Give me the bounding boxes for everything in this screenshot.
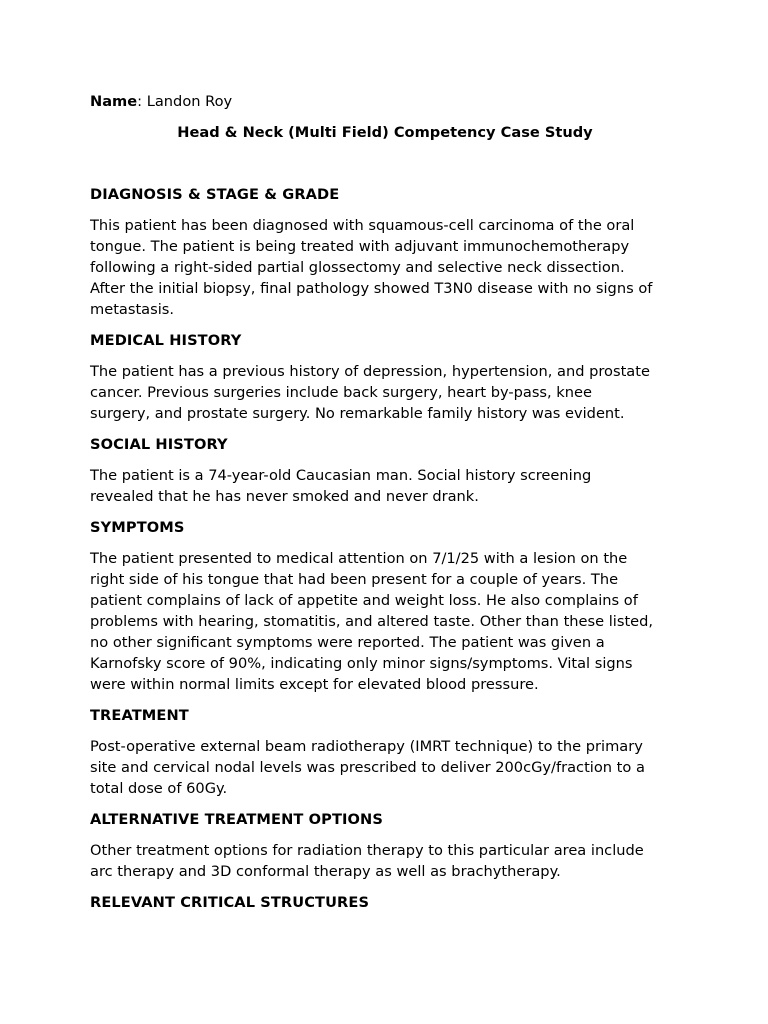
paragraph-line: were within normal limits except for elevated blood pressure. (90, 676, 539, 693)
author-name-line (90, 91, 680, 112)
paragraph-line: revealed that he has never smoked and never drank. (90, 488, 479, 505)
section-heading: DIAGNOSIS & STAGE & GRADE (90, 186, 340, 203)
paragraph-line: The patient has a previous history of depression, hypertension, and prostate (90, 363, 650, 380)
section-heading: SYMPTOMS (90, 519, 185, 536)
section-heading: SOCIAL HISTORY (90, 436, 228, 453)
paragraph-line: no other significant symptoms were reported. The patient was given a (90, 634, 605, 651)
name-label: Name (90, 93, 138, 110)
paragraph-line: arc therapy and 3D conformal therapy as well as brachytherapy. (90, 863, 561, 880)
name-separator: : (137, 93, 147, 110)
section-paragraph (90, 548, 680, 695)
paragraph-line: Other treatment options for radiation therapy to this particular area include (90, 842, 644, 859)
paragraph-line: metastasis. (90, 301, 175, 318)
paragraph-line: site and cervical nodal levels was prescribed to deliver 200cGy/fraction to a (90, 759, 645, 776)
paragraph-line: Post-operative external beam radiotherapy (IMRT technique) to the primary (90, 738, 643, 755)
section-paragraph (90, 840, 680, 882)
paragraph-line: tongue. The patient is being treated with adjuvant immunochemotherapy (90, 238, 630, 255)
section-paragraph (90, 361, 680, 424)
paragraph-line: problems with hearing, stomatitis, and altered taste. Other than these listed, (90, 613, 654, 630)
paragraph-line: cancer. Previous surgeries include back surgery, heart by-pass, knee (90, 384, 592, 401)
section-heading: MEDICAL HISTORY (90, 332, 242, 349)
document-page (90, 91, 680, 923)
section-heading: TREATMENT (90, 707, 189, 724)
paragraph-line: The patient is a 74-year-old Caucasian man. Social history screening (90, 467, 592, 484)
section-paragraph (90, 215, 680, 320)
document-sections (90, 184, 680, 913)
section-heading: RELEVANT CRITICAL STRUCTURES (90, 894, 370, 911)
paragraph-line: right side of his tongue that had been present for a couple of years. The (90, 571, 619, 588)
paragraph-line: After the initial biopsy, final pathology showed T3N0 disease with no signs of (90, 280, 653, 297)
paragraph-line: Karnofsky score of 90%, indicating only minor signs/symptoms. Vital signs (90, 655, 633, 672)
section-heading: ALTERNATIVE TREATMENT OPTIONS (90, 811, 383, 828)
paragraph-line: surgery, and prostate surgery. No remarkable family history was evident. (90, 405, 625, 422)
paragraph-line: This patient has been diagnosed with squamous-cell carcinoma of the oral (90, 217, 635, 234)
document-title: Head & Neck (Multi Field) Competency Case Study (177, 124, 593, 141)
section-paragraph (90, 736, 680, 799)
paragraph-line: The patient presented to medical attention on 7/1/25 with a lesion on the (90, 550, 628, 567)
paragraph-line: patient complains of lack of appetite and weight loss. He also complains of (90, 592, 638, 609)
name-value: Landon Roy (146, 93, 233, 110)
paragraph-line: following a right-sided partial glossectomy and selective neck dissection. (90, 259, 625, 276)
section-paragraph (90, 465, 680, 507)
paragraph-line: total dose of 60Gy. (90, 780, 228, 797)
